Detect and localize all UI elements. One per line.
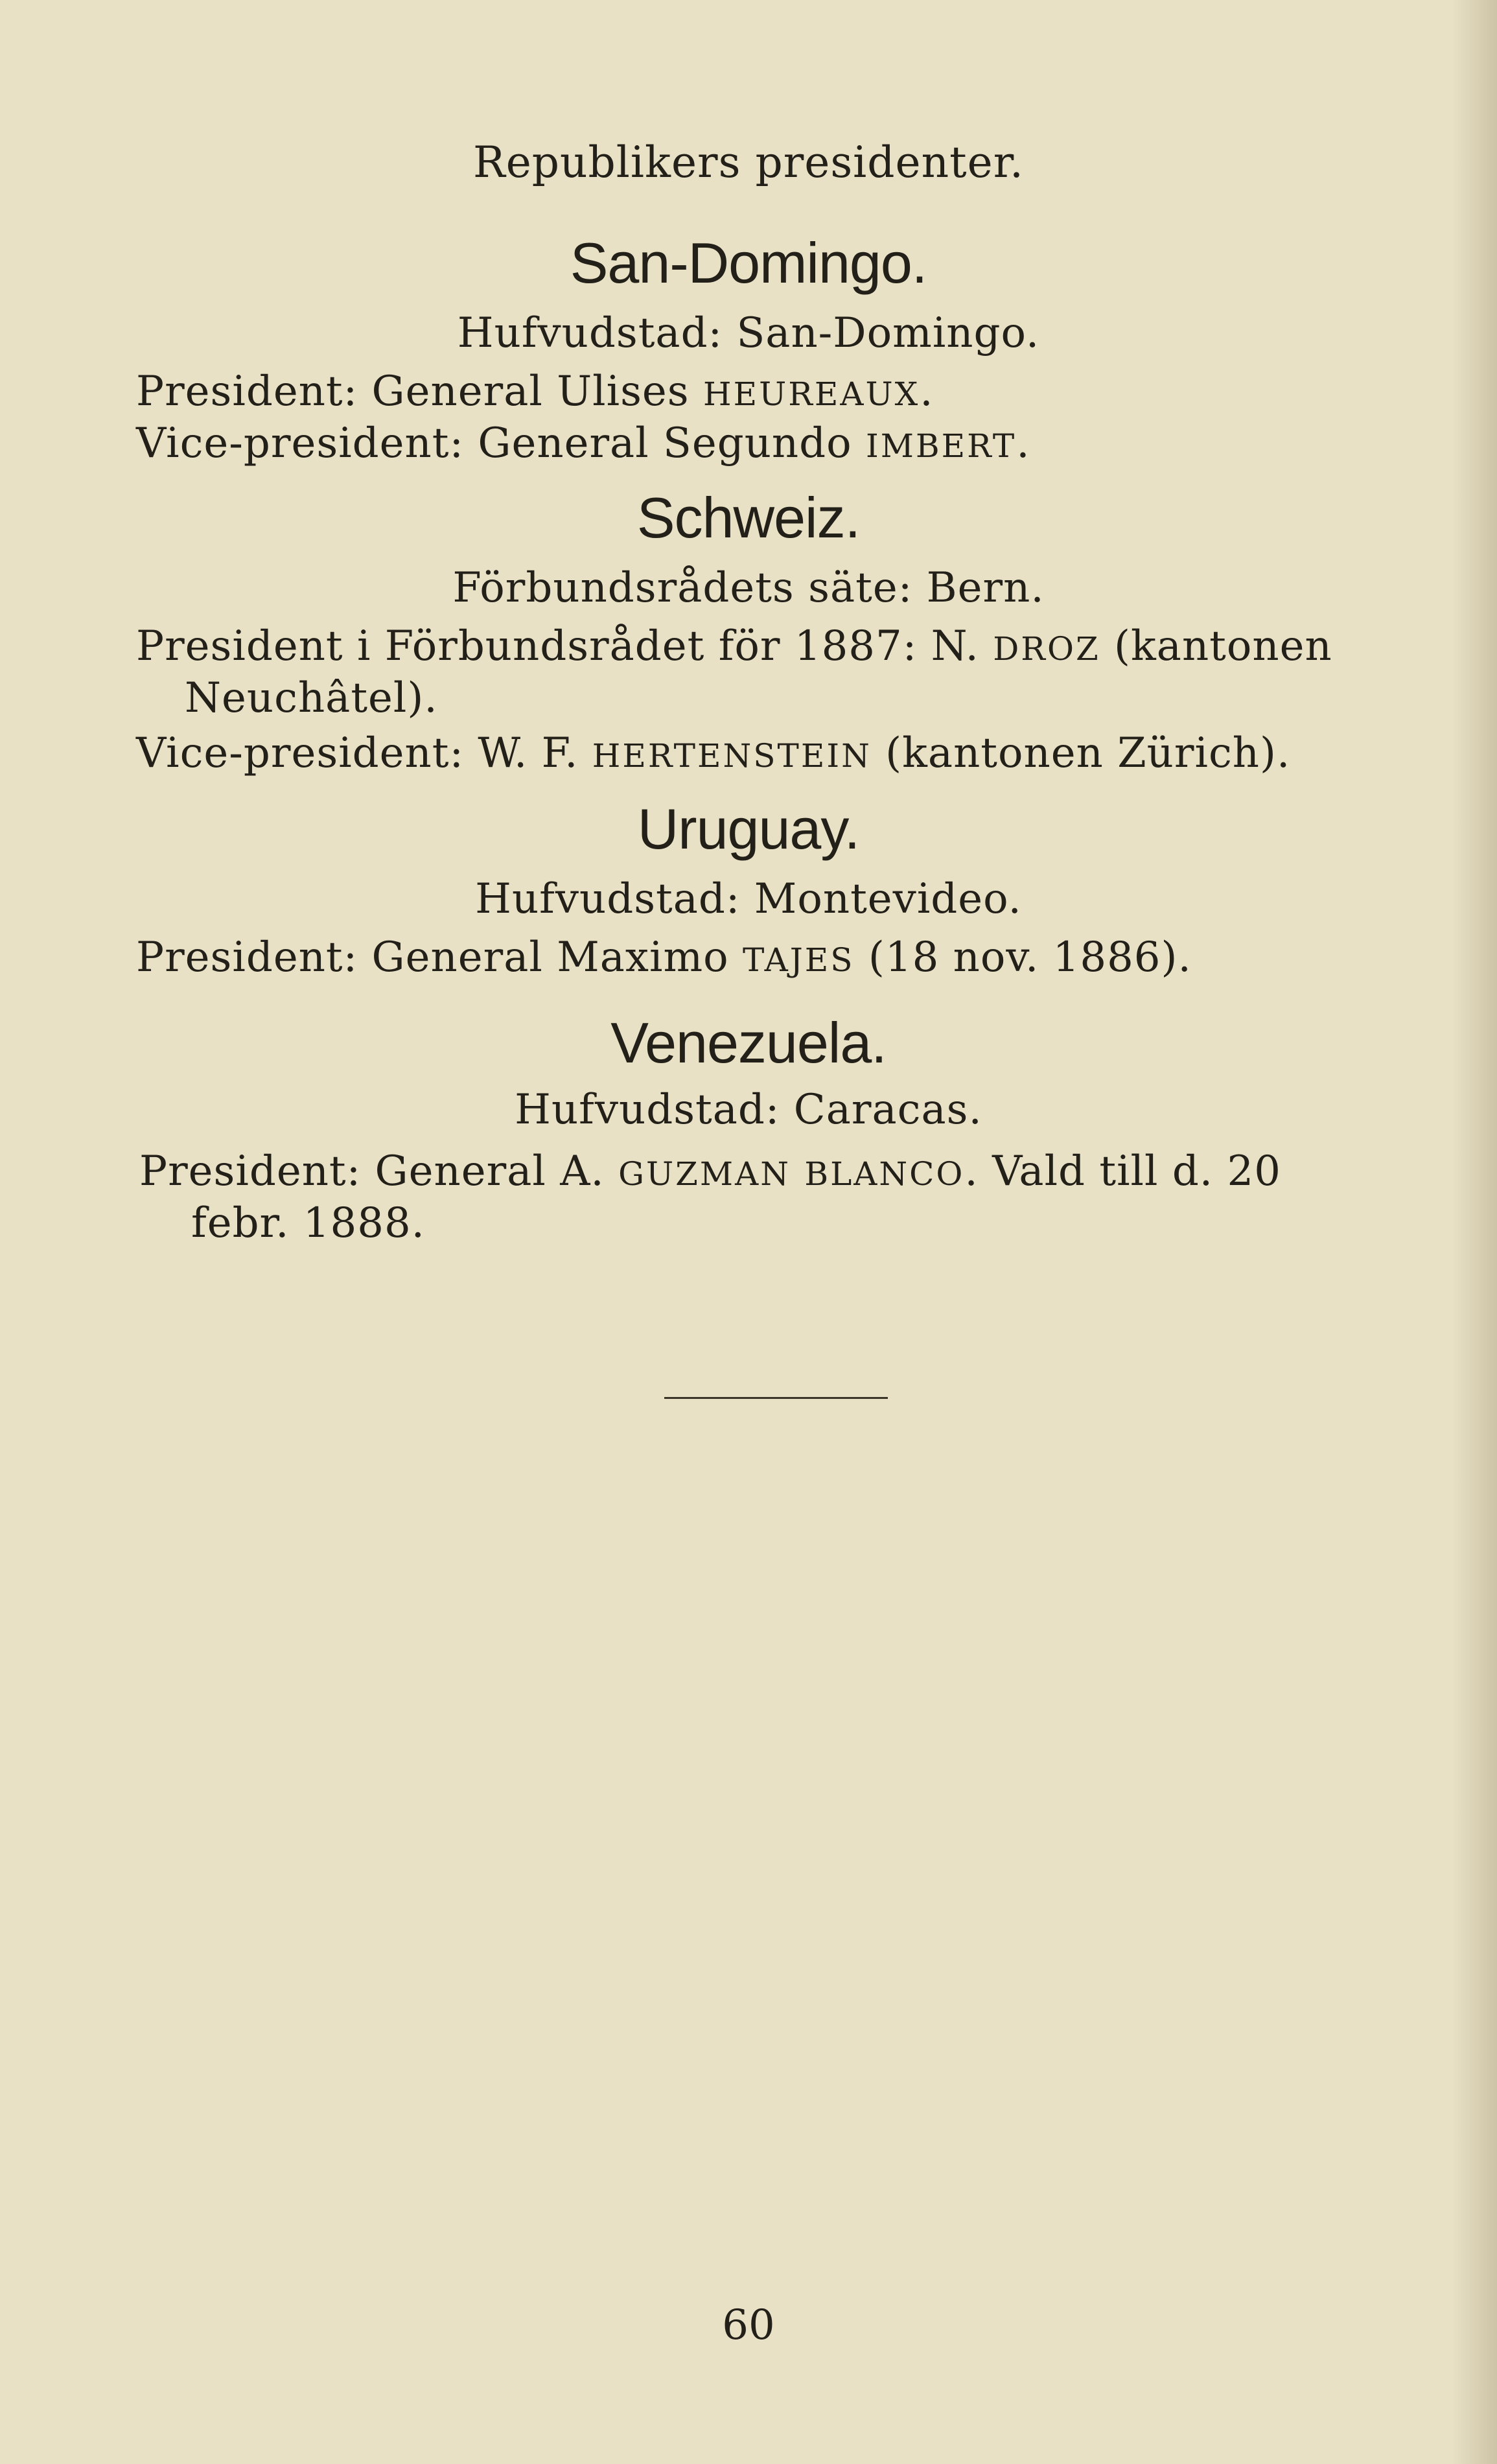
- vice-president-schweiz: [136, 729, 1291, 777]
- text: (kantonen Zürich).: [871, 729, 1291, 777]
- text: (18 nov. 1886).: [854, 933, 1192, 981]
- capital-uruguay: Hufvudstad: Montevideo.: [475, 875, 1022, 923]
- president-venezuela: [139, 1147, 1281, 1195]
- text: . Vald till d. 20: [964, 1147, 1281, 1195]
- text: [791, 1147, 804, 1195]
- text: President: General Maximo: [136, 933, 743, 981]
- text: President i Förbundsrådet för 1887: N.: [136, 622, 993, 670]
- heading-venezuela: Venezuela.: [610, 1011, 887, 1075]
- surname: BLANCO: [804, 1155, 965, 1193]
- president-uruguay: [136, 933, 1192, 981]
- surname: GUZMAN: [618, 1155, 791, 1193]
- text: .: [920, 368, 934, 416]
- surname: HEUREAUX: [702, 375, 920, 413]
- running-head: Republikers presidenter.: [473, 137, 1024, 187]
- surname: HERTENSTEIN: [592, 737, 872, 775]
- surname: DROZ: [993, 630, 1100, 668]
- vice-president-san-domingo: [136, 419, 1030, 467]
- president-venezuela-continued: febr. 1888.: [191, 1199, 425, 1247]
- text: Vice-president: General Segundo: [136, 419, 866, 467]
- text: .: [1016, 419, 1030, 467]
- president-san-domingo: [136, 368, 934, 416]
- page-number: 60: [722, 2301, 775, 2349]
- seat-schweiz: Förbundsrådets säte: Bern.: [452, 564, 1045, 612]
- end-rule: [664, 1397, 888, 1399]
- capital-venezuela: Hufvudstad: Caracas.: [515, 1086, 982, 1134]
- heading-schweiz: Schweiz.: [636, 486, 861, 550]
- president-schweiz: [136, 622, 1332, 670]
- text: President: General A.: [139, 1147, 619, 1195]
- heading-uruguay: Uruguay.: [637, 797, 860, 861]
- surname: TAJES: [743, 941, 855, 979]
- heading-san-domingo: San-Domingo.: [570, 231, 927, 295]
- text: Vice-president: W. F.: [136, 729, 592, 777]
- text: President: General Ulises: [136, 368, 703, 416]
- capital-san-domingo: Hufvudstad: San-Domingo.: [457, 309, 1040, 357]
- surname: IMBERT: [865, 427, 1017, 465]
- president-schweiz-continued: Neuchâtel).: [185, 674, 438, 722]
- text: (kantonen: [1100, 622, 1332, 670]
